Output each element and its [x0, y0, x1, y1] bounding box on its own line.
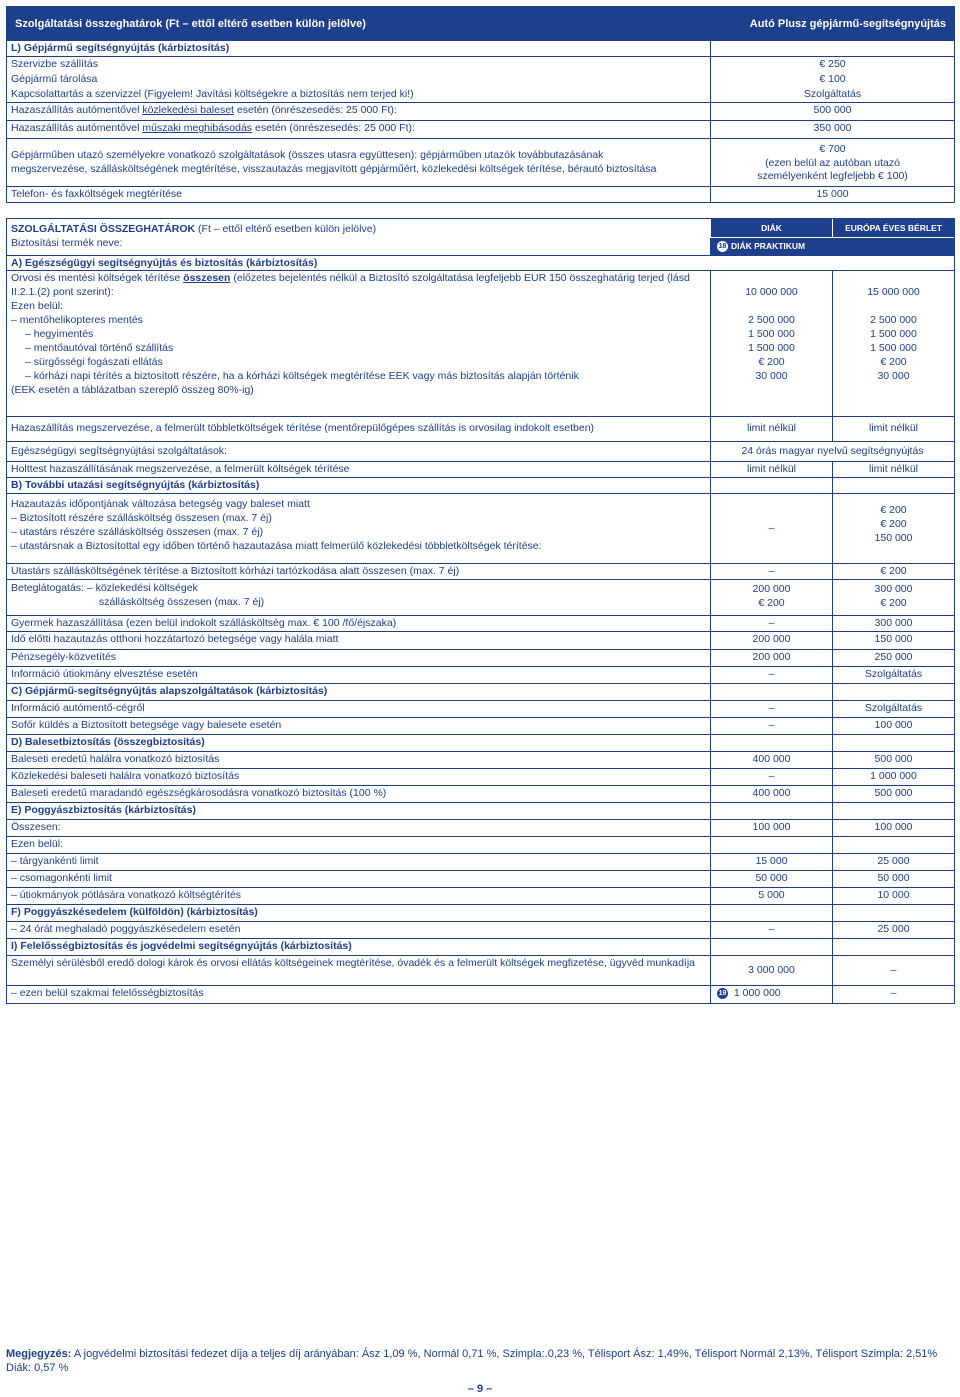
section-row: E) Poggyászbiztosítás (kárbiztosítás)	[7, 803, 954, 820]
product-label: Biztosítási termék neve:	[11, 236, 123, 249]
table-row: – útiokmányok pótlására vonatkozó költségtérítés 5 000 10 000	[7, 888, 954, 905]
table-row: Baleseti eredetű maradandó egészségkárosodásra vonatkozó biztosítás (100 %) 400 000 500 000	[7, 786, 954, 803]
header-right: Autó Plusz gépjármű-segítségnyújtás	[749, 17, 946, 30]
table-title: SZOLGÁLTATÁSI ÖSSZEGHATÁROK	[11, 223, 196, 235]
table-row: Hazaszállítás megszervezése, a felmerült többletköltségek térítése (mentőrepülőgépes szállítás is orvosilag indokolt esetben) limit nélkül limit nélkül	[7, 417, 954, 442]
footnote: Megjegyzés: A jogvédelmi biztosítási fedezet díja a teljes díj arányában: Ász 1,09 %, Normál 0,71 %, Szimpla:.0,23 %, Télisport Ász: 1,49%, Télisport Normál 2,13%, Télisport Szimpla: 2,51% Diák: 0,57 %	[6, 1348, 938, 1375]
footnote-badge: 19	[718, 989, 727, 997]
table-row: Közlekedési baleseti halálra vonatkozó biztosítás – 1 000 000	[7, 769, 954, 786]
section-row	[7, 41, 954, 57]
table-row: – 24 órát meghaladó poggyászkésedelem esetén – 25 000	[7, 922, 954, 939]
table-row: Orvosi és mentési költségek térítése összesen (előzetes bejelentés nélkül a Biztosító szolgáltatása legfeljebb EUR 150 összeghatárig terjed (lásd II.2.1.(2) pont szerint): Ezen belül: – mentőhelikopteres mentés – hegyimentés – mentőautóval történő szállítás – sürgősségi fogászati ellátás – kórházi napi térítés a biztosított részére, ha a kórházi költségek megtérítése EEK vagy más biztosítás alapján történik (EEK esetén a táblázatban szereplő összeg 80%-ig) 10 000 000 2 500 000 1 500 000 1 500 000 € 200 30 000 15 000 000 2 500 000 1 500 000 1 500 000 € 200 30 000	[7, 271, 954, 417]
table-row: Egészségügyi segítségnyújtási szolgáltatások: 24 órás magyar nyelvű segítségnyújtás	[7, 442, 954, 462]
table-row: – csomagonkénti limit 50 000 50 000	[7, 871, 954, 888]
section-row: C) Gépjármű-segítségnyújtás alapszolgáltatások (kárbiztosítás)	[7, 684, 954, 701]
table-row: Információ útiokmány elvesztése esetén – Szolgáltatás	[7, 667, 954, 684]
table-row: – ezen belül szakmai felelősségbiztosítás 19 1 000 000 –	[7, 986, 954, 1003]
table-header	[7, 7, 954, 41]
table-row: Sofőr küldés a Biztosított betegsége vagy balesete esetén – 100 000	[7, 718, 954, 735]
table-row: Hazaszállítás autómentővel közlekedési baleset esetén (önrészesedés: 25 000 Ft): 500 000	[7, 103, 954, 121]
table-row: Baleseti eredetű halálra vonatkozó biztosítás 400 000 500 000	[7, 752, 954, 769]
auto-plusz-table	[6, 6, 955, 203]
table-row: Információ autómentő-cégről – Szolgáltatás	[7, 701, 954, 718]
table-row: Pénzsegély-közvetítés 200 000 250 000	[7, 650, 954, 667]
table-row: – tárgyankénti limit 15 000 25 000	[7, 854, 954, 871]
table-row: Ezen belül:	[7, 837, 954, 854]
table-row: Szervizbe szállítás € 250	[7, 57, 954, 72]
section-row: B) További utazási segítségnyújtás (kárbiztosítás)	[7, 478, 954, 494]
col-praktikum: 18 DIÁK PRAKTIKUM	[710, 238, 954, 255]
section-row: A) Egészségügyi segítségnyújtás és biztosítás (kárbiztosítás)	[7, 255, 954, 271]
table-row: Hazaszállítás autómentővel műszaki meghibásodás esetén (önrészesedés: 25 000 Ft): 350 000	[7, 121, 954, 139]
section-row: F) Poggyászkésedelem (külföldön) (kárbiztosítás)	[7, 905, 954, 922]
service-limits-table	[6, 218, 955, 1004]
section-title: L) Gépjármű segítségnyújtás (kárbiztosítás)	[11, 42, 230, 54]
table-row: Hazautazás időpontjának változása betegség vagy baleset miatt – Biztosított részére szállásköltség összesen (max. 7 éj) – utastárs részére szállásköltség összesen (max. 7 éj) – utastársnak a Biztosítottal egy időben történő hazautazása miatt felmerülő közlekedési többletköltségek térítése: – € 200 € 200 150 000	[7, 494, 954, 564]
header-left: Szolgáltatási összeghatárok (Ft – ettől eltérő esetben külön jelölve)	[15, 17, 366, 30]
table-header: SZOLGÁLTATÁSI ÖSSZEGHATÁROK (Ft – ettől eltérő esetben külön jelölve) Biztosítási termék neve: DIÁK EURÓPA ÉVES BÉRLET 18 DIÁK PRAKTIKUM	[7, 219, 954, 255]
table-row: Idő előtti hazautazás otthoni hozzátartozó betegsége vagy halála miatt 200 000 150 000	[7, 632, 954, 650]
col-diak: DIÁK	[710, 219, 832, 237]
table-row: Kapcsolattartás a szervizzel (Figyelem! Javítási költségekre a biztosítás nem terjed ki!) Szolgáltatás	[7, 87, 954, 103]
table-row: Személyi sérülésből eredő dologi károk és orvosi ellátás költségeinek megtérítése, óvadék és a felmerült költségek megfizetése, ügyvéd munkadíja 3 000 000 –	[7, 956, 954, 986]
section-row: I) Felelősségbiztosítás és jogvédelmi segítségnyújtás (kárbiztosítás)	[7, 939, 954, 956]
table-row: Gépjármű tárolása € 100	[7, 72, 954, 87]
table-row: Utastárs szállásköltségének térítése a Biztosított kórházi tartózkodása alatt összesen (max. 7 éj) – € 200	[7, 564, 954, 580]
table-row: Összesen: 100 000 100 000	[7, 820, 954, 837]
page-number: – 9 –	[467, 1383, 493, 1395]
table-row: Telefon- és faxköltségek megtérítése 15 000	[7, 187, 954, 202]
table-row: Gépjárműben utazó személyekre vonatkozó szolgáltatások (összes utasra együttesen): gépjárműben utazók továbbutazásának megszervezése, szállásköltségének megtérítése, visszautazás megjavított gépjárműért, közlekedési költségek térítése, bérautó biztosítása € 700 (ezen belül az autóban utazó személyenként legfeljebb € 100)	[7, 139, 954, 187]
table-row: Gyermek hazaszállítása (ezen belül indokolt szállásköltség max. € 100 /fő/éjszaka) – 300 000	[7, 616, 954, 632]
section-row: D) Balesetbiztosítás (összegbiztosítás)	[7, 735, 954, 752]
table-row: Beteglátogatás: – közlekedési költségek szállásköltség összesen (max. 7 éj) 200 000 € 200 300 000 € 200	[7, 580, 954, 616]
table-row: Holttest hazaszállításának megszervezése, a felmerült költségek térítése limit nélkül limit nélkül	[7, 462, 954, 478]
col-europa: EURÓPA ÉVES BÉRLET	[832, 219, 954, 237]
